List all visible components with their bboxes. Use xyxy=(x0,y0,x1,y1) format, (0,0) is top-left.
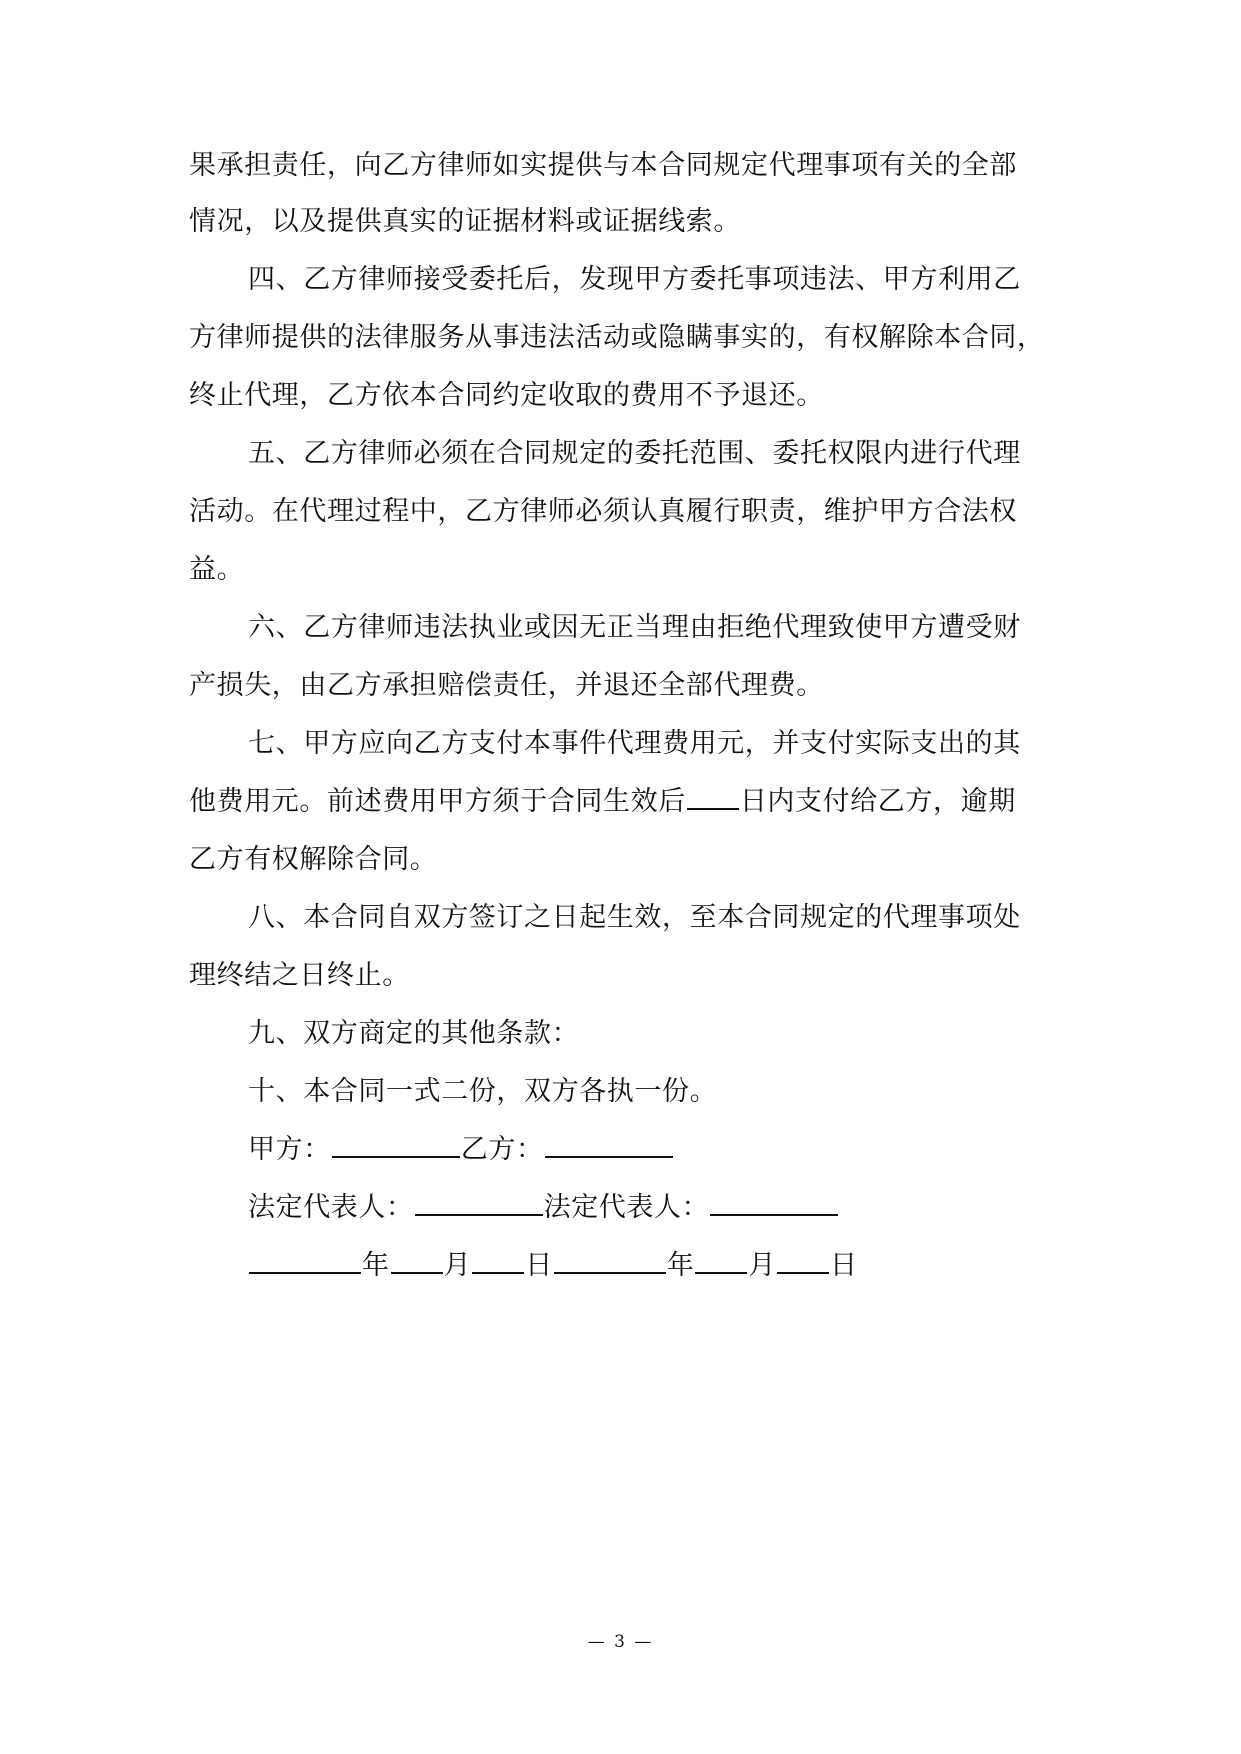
clause-10-line: 十、本合同一式二份，双方各执一份。 xyxy=(248,1076,718,1107)
day-a-label: 日 xyxy=(525,1250,553,1281)
party-b-blank xyxy=(545,1132,673,1158)
text-line: 益。 xyxy=(189,554,245,585)
month-b-label: 月 xyxy=(748,1250,777,1281)
year-b-blank xyxy=(554,1248,666,1274)
rep-a-label: 法定代表人： xyxy=(248,1192,414,1223)
text-line: 情况，以及提供真实的证据材料或证据线索。 xyxy=(189,206,741,237)
clause-9-line: 九、双方商定的其他条款： xyxy=(248,1018,580,1049)
party-b-label: 乙方： xyxy=(460,1134,544,1165)
text-line: 乙方有权解除合同。 xyxy=(189,844,438,875)
rep-b-blank xyxy=(710,1190,838,1216)
year-a-label: 年 xyxy=(362,1250,390,1281)
clause-4-line: 四、乙方律师接受委托后，发现甲方委托事项违法、甲方利用乙 xyxy=(248,264,1021,295)
day-a-blank xyxy=(472,1248,524,1274)
text-line: 果承担责任，向乙方律师如实提供与本合同规定代理事项有关的全部 xyxy=(189,150,1017,181)
representative-line xyxy=(248,1188,839,1228)
day-b-label: 日 xyxy=(830,1250,858,1281)
clause-6-line: 六、乙方律师违法执业或因无正当理由拒绝代理致使甲方遭受财 xyxy=(248,612,1021,643)
days-blank xyxy=(687,784,739,810)
rep-a-blank xyxy=(415,1190,543,1216)
payment-text-before: 他费用元。前述费用甲方须于合同生效后 xyxy=(189,786,686,817)
rep-b-label: 法定代表人： xyxy=(543,1192,710,1223)
text-line: 终止代理，乙方依本合同约定收取的费用不予退还。 xyxy=(189,380,824,411)
month-b-blank xyxy=(695,1248,747,1274)
clause-8-line: 八、本合同自双方签订之日起生效，至本合同规定的代理事项处 xyxy=(248,902,1021,933)
page-number: — 3 — xyxy=(587,1632,654,1652)
clause-7-line: 七、甲方应向乙方支付本事件代理费用元，并支付实际支出的其 xyxy=(248,728,1021,759)
day-b-blank xyxy=(777,1248,829,1274)
party-a-blank xyxy=(332,1132,460,1158)
party-a-label: 甲方： xyxy=(248,1134,331,1165)
date-line xyxy=(248,1246,858,1286)
clause-5-line: 五、乙方律师必须在合同规定的委托范围、委托权限内进行代理 xyxy=(248,438,1021,469)
text-line: 理终结之日终止。 xyxy=(189,960,410,991)
text-line: 活动。在代理过程中，乙方律师必须认真履行职责，维护甲方合法权 xyxy=(189,496,1017,527)
year-b-label: 年 xyxy=(666,1250,695,1281)
year-a-blank xyxy=(249,1248,361,1274)
party-signature-line xyxy=(248,1130,674,1170)
payment-term-line xyxy=(189,782,1016,822)
payment-text-after: 日内支付给乙方，逾期 xyxy=(739,786,1016,817)
text-line: 方律师提供的法律服务从事违法活动或隐瞒事实的，有权解除本合同， xyxy=(189,322,1045,353)
month-a-blank xyxy=(391,1248,443,1274)
text-line: 产损失，由乙方承担赔偿责任，并退还全部代理费。 xyxy=(189,670,824,701)
month-a-label: 月 xyxy=(443,1250,472,1281)
